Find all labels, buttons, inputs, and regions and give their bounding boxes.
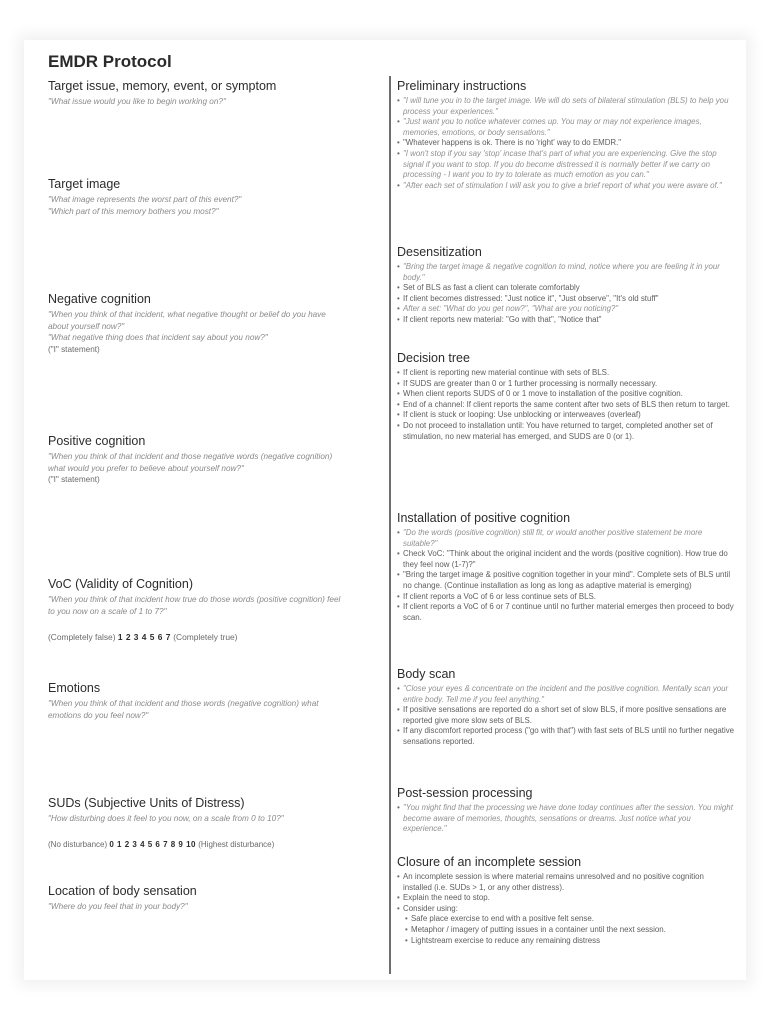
list-item: • "After each set of stimulation I will ask you to give a brief report of what you were aware of."	[397, 181, 735, 192]
section-heading: SUDs (Subjective Units of Distress)	[48, 796, 245, 810]
list-item: • If client is reporting new material continue with sets of BLS.	[397, 368, 735, 379]
list-item: • If client is stuck or looping: Use unblocking or interweaves (overleaf)	[397, 410, 735, 421]
section-heading: Desensitization	[397, 245, 482, 259]
section-decision-tree	[397, 351, 735, 442]
prompt-question: "What image represents the worst part of this event?"	[48, 195, 242, 204]
section-post-session-processing	[397, 786, 735, 835]
page-title: EMDR Protocol	[48, 52, 172, 71]
column-divider	[389, 76, 391, 974]
list-item: • "Close your eyes & concentrate on the incident and the positive cognition. Mentally scan your entire body. Tell me if you feel anything."	[397, 684, 735, 705]
section-desensitization	[397, 245, 735, 326]
list-item: • If SUDS are greater than 0 or 1 further processing is normally necessary.	[397, 379, 735, 390]
bullet-list	[397, 262, 735, 326]
section-heading: Negative cognition	[48, 292, 151, 306]
bullet-list	[397, 803, 735, 835]
prompt-question: "When you think of that incident and those words (negative cognition) what emotions do you feel now?"	[48, 699, 319, 720]
prompt-question: "When you think of that incident how true do those words (positive cognition) feel to you now on a scale of 1 to 7?"	[48, 595, 341, 616]
section-heading: Body scan	[397, 667, 456, 681]
list-item: • If any discomfort reported process ("go with that") with fast sets of BLS until no further negative sensations reported.	[397, 726, 735, 747]
section-heading: Location of body sensation	[48, 884, 197, 898]
list-item: • When client reports SUDS of 0 or 1 move to installation of the positive cognition.	[397, 389, 735, 400]
list-item: • If client becomes distressed: "Just notice it", "Just observe", "It's old stuff"	[397, 294, 735, 305]
section-target-image	[48, 177, 388, 217]
prompt-question: "What issue would you like to begin working on?"	[48, 97, 226, 106]
voc-scale	[48, 631, 348, 643]
scale-high-label: (Completely true)	[173, 632, 238, 642]
list-item: • "Bring the target image & positive cognition together in your mind". Complete sets of BLS until no change. (Continue installation as long as long as adaptive material is emerging)	[397, 570, 735, 591]
list-item: • "Whatever happens is ok. There is no 'right' way to do EMDR."	[397, 138, 735, 149]
section-target-issue	[48, 79, 388, 108]
list-item: • Check VoC: "Think about the original incident and the words (positive cognition). How true do they feel now (1-7)?"	[397, 549, 735, 570]
list-item: • "I will tune you in to the target image. We will do sets of bilateral stimulation (BLS) to help you process your experiences."	[397, 96, 735, 117]
section-heading: Emotions	[48, 681, 101, 695]
scale-numbers: 1 2 3 4 5 6 7	[117, 632, 171, 642]
statement-note: ("I" statement)	[48, 475, 100, 484]
section-heading: VoC (Validity of Cognition)	[48, 577, 193, 591]
section-positive-cognition	[48, 434, 348, 486]
section-heading: Decision tree	[397, 351, 470, 365]
bullet-list	[397, 368, 735, 442]
list-item: • If client reports a VoC of 6 or 7 continue until no further material emerges then proceed to body scan.	[397, 602, 735, 623]
section-heading: Installation of positive cognition	[397, 511, 571, 525]
bullet-list	[397, 872, 735, 946]
list-item: • After a set: "What do you get now?", "What are you noticing?"	[397, 304, 735, 315]
section-heading: Target image	[48, 177, 121, 191]
list-item: • If client reports new material: "Go with that", "Notice that"	[397, 315, 735, 326]
list-item: • If client reports a VoC of 6 or less continue sets of BLS.	[397, 592, 735, 603]
section-closure-incomplete-session	[397, 855, 735, 946]
prompt-question: "Which part of this memory bothers you most?"	[48, 206, 219, 216]
section-heading: Positive cognition	[48, 434, 146, 448]
prompt-question: "What negative thing does that incident say about you now?"	[48, 333, 268, 342]
section-suds	[48, 796, 388, 851]
list-item: • An incomplete session is where material remains unresolved and no positive cognition installed (i.e. SUDs > 1, or any other distress).	[397, 872, 735, 893]
list-item: • Metaphor / imagery of putting issues in a container until the next session.	[397, 925, 735, 936]
section-body-scan	[397, 667, 735, 748]
section-emotions	[48, 681, 348, 721]
suds-scale	[48, 839, 388, 851]
list-item: • Set of BLS as fast a client can tolerate comfortably	[397, 283, 735, 294]
statement-note: ("I" statement)	[48, 344, 100, 354]
scale-high-label: (Highest disturbance)	[198, 839, 275, 849]
list-item: • "Bring the target image & negative cognition to mind, notice where you are feeling it in your body."	[397, 262, 735, 283]
list-item: • Do not proceed to installation until: You have returned to target, completed another set of stimulation, no new material has emerged, and SUDS are 0 (or 1).	[397, 421, 735, 442]
prompt-question: "How disturbing does it feel to you now, on a scale from 0 to 10?"	[48, 814, 284, 823]
section-installation-positive-cognition	[397, 511, 735, 623]
section-heading: Preliminary instructions	[397, 79, 527, 93]
prompt-question: "Where do you feel that in your body?"	[48, 902, 188, 911]
scale-numbers: 0 1 2 3 4 5 6 7 8 9 10	[109, 839, 196, 849]
section-heading: Target issue, memory, event, or symptom	[48, 79, 277, 93]
list-item: • Lightstream exercise to reduce any remaining distress	[397, 936, 735, 947]
prompt-question: "When you think of that incident, what negative thought or belief do you have about yourself now?"	[48, 310, 326, 331]
list-item: • "Just want you to notice whatever comes up. You may or may not experience images, memories, emotions, or body sensations."	[397, 117, 735, 138]
list-item: • Explain the need to stop.	[397, 893, 735, 904]
section-heading: Post-session processing	[397, 786, 533, 800]
list-item: • "You might find that the processing we have done today continues after the session. You might become aware of memories, thoughts, sensations or dreams. Just notice what you experience."	[397, 803, 735, 835]
section-voc	[48, 577, 348, 643]
section-body-location	[48, 884, 388, 913]
bullet-list	[397, 96, 735, 191]
section-heading: Closure of an incomplete session	[397, 855, 582, 869]
prompt-question: "When you think of that incident and those negative words (negative cognition) what would you prefer to believe about yourself now?"	[48, 452, 333, 473]
scale-low-label: (No disturbance)	[48, 839, 108, 849]
scale-low-label: (Completely false)	[48, 632, 116, 642]
list-item: • Safe place exercise to end with a positive felt sense.	[397, 914, 735, 925]
bullet-list	[397, 684, 735, 748]
bullet-list	[397, 528, 735, 623]
left-column	[48, 0, 388, 1024]
list-item: • If positive sensations are reported do a short set of slow BLS, if more positive sensations are reported give more slow sets of BLS.	[397, 705, 735, 726]
list-item: • "I won't stop if you say 'stop' incase that's part of what you are experiencing. Give the stop signal if you want to stop. If you do become distressed it is normally better if we carry on processing - I want you to try to tolerate as much emotion as you can."	[397, 149, 735, 181]
section-preliminary-instructions	[397, 79, 735, 191]
right-column	[397, 0, 735, 1024]
list-item: • Consider using:	[397, 904, 735, 915]
list-item: • End of a channel: If client reports the same content after two sets of BLS then return to target.	[397, 400, 735, 411]
section-negative-cognition	[48, 292, 348, 355]
list-item: • "Do the words (positive cognition) still fit, or would another positive statement be more suitable?"	[397, 528, 735, 549]
